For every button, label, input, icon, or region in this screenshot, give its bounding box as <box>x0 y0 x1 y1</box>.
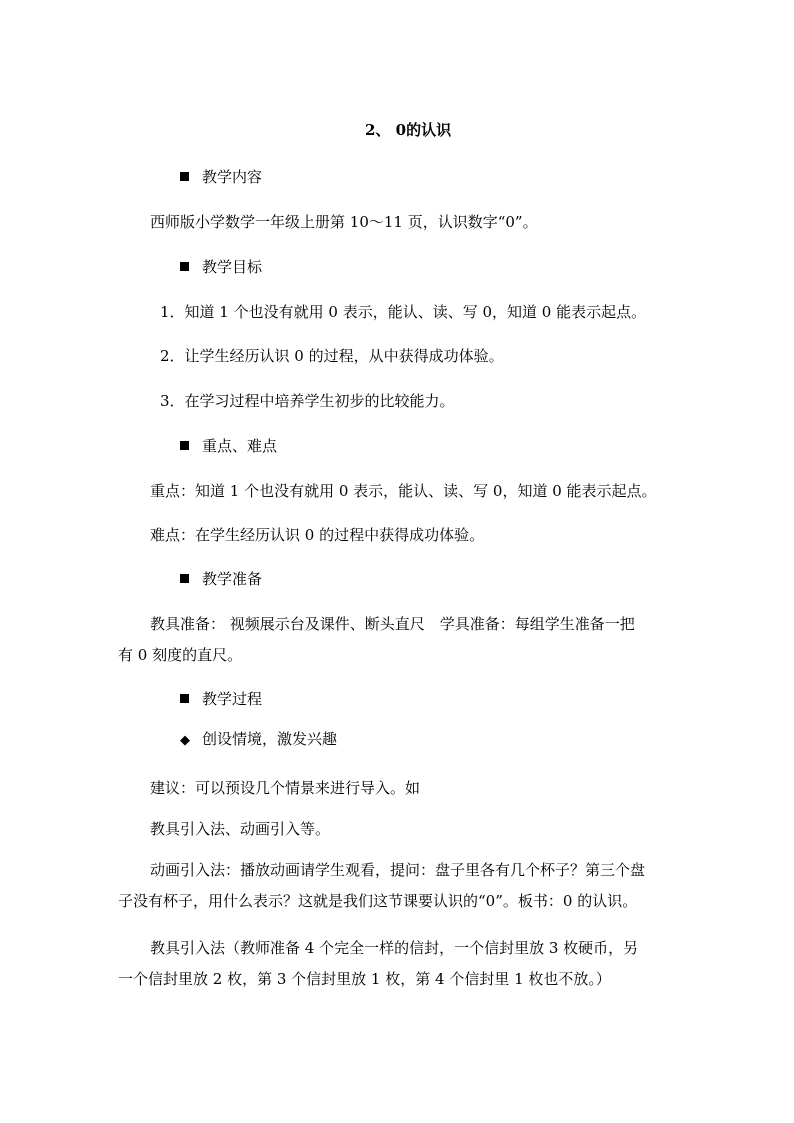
animation-intro-line: 子没有杯子，用什么表示？这就是我们这节课要认识的“0”。板书：0 的认识。 <box>118 892 638 910</box>
square-bullet-icon <box>180 569 202 589</box>
page-title: 2、 0的认识 <box>365 121 452 139</box>
square-bullet-icon <box>180 167 202 187</box>
tool-intro-line: 教具引入法（教师准备 4 个完全一样的信封，一个信封里放 3 枚硬币，另 <box>150 939 639 957</box>
suggestion-line: 建议：可以预设几个情景来进行导入。如 <box>150 779 421 797</box>
section-heading-label: 教学目标 <box>202 258 263 276</box>
suggestion-line: 教具引入法、动画引入等。 <box>150 820 331 838</box>
difficult-point-paragraph: 难点：在学生经历认识 0 的过程中获得成功体验。 <box>150 526 485 544</box>
sub-heading <box>180 729 337 751</box>
key-point-paragraph: 重点：知道 1 个也没有就用 0 表示，能认、读、写 0，知道 0 能表示起点。 <box>150 482 657 500</box>
tool-intro-line: 一个信封里放 2 枚，第 3 个信封里放 1 枚，第 4 个信封里 1 枚也不放。） <box>118 970 611 988</box>
content-paragraph: 西师版小学数学一年级上册第 10～11 页，认识数字“0”。 <box>150 213 538 231</box>
preparation-paragraph-line: 有 0 刻度的直尺。 <box>118 646 243 664</box>
goal-item: 1．知道 1 个也没有就用 0 表示，能认、读、写 0，知道 0 能表示起点。 <box>160 303 647 321</box>
section-heading-goals <box>180 257 262 277</box>
goal-item: 2．让学生经历认识 0 的过程，从中获得成功体验。 <box>160 347 504 365</box>
square-bullet-icon <box>180 257 202 277</box>
section-heading-label: 重点、难点 <box>202 437 278 455</box>
sub-heading-label: 创设情境，激发兴趣 <box>202 730 338 748</box>
section-heading-preparation <box>180 569 262 589</box>
section-heading-label: 教学内容 <box>202 168 263 186</box>
preparation-paragraph-line: 教具准备： 视频展示台及课件、断头直尺 学具准备：每组学生准备一把 <box>150 615 635 633</box>
square-bullet-icon <box>180 436 202 456</box>
section-heading-content <box>180 167 262 187</box>
animation-intro-line: 动画引入法：播放动画请学生观看，提问：盘子里各有几个杯子？第三个盘 <box>150 861 646 879</box>
section-heading-label: 教学准备 <box>202 570 263 588</box>
section-heading-key-points <box>180 436 277 456</box>
square-bullet-icon <box>180 689 202 709</box>
section-heading-label: 教学过程 <box>202 690 263 708</box>
diamond-bullet-icon: ◆ <box>180 733 190 748</box>
section-heading-process <box>180 689 262 709</box>
goal-item: 3．在学习过程中培养学生初步的比较能力。 <box>160 392 455 410</box>
